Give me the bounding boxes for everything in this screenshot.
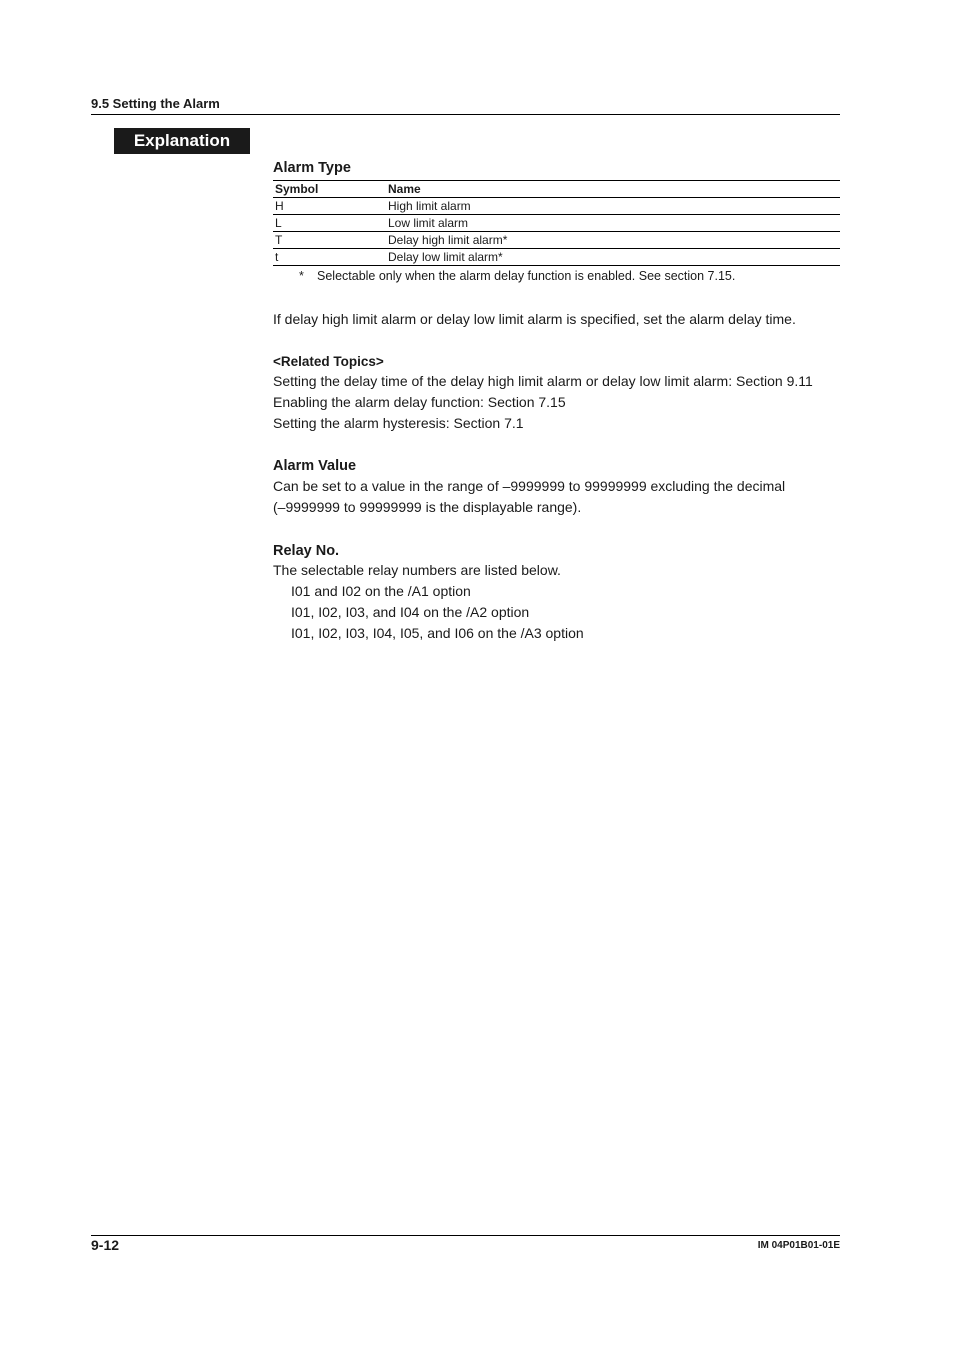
list-item: I01, I02, I03, I04, I05, and I06 on the /A3 option <box>291 625 584 641</box>
relay-no-intro: The selectable relay numbers are listed below. <box>273 562 561 578</box>
list-item: I01, I02, I03, and I04 on the /A2 option <box>291 604 530 620</box>
section-header: 9.5 Setting the Alarm <box>91 96 220 111</box>
document-id: IM 04P01B01-01E <box>757 1240 840 1251</box>
text-line: (–9999999 to 99999999 is the displayable range). <box>273 499 582 515</box>
footer-rule <box>91 1235 840 1236</box>
list-item: Setting the delay time of the delay high limit alarm or delay low limit alarm: Section 9.11 <box>273 373 813 389</box>
table-footnote <box>299 269 735 283</box>
table-row <box>273 198 840 215</box>
table-header-row <box>273 181 840 198</box>
alarm-delay-paragraph: If delay high limit alarm or delay low limit alarm is specified, set the alarm delay time. <box>273 311 796 327</box>
footnote-mark: * <box>299 269 304 283</box>
page-number: 9-12 <box>91 1237 120 1253</box>
table-cell-symbol: t <box>273 249 386 266</box>
table-cell-name: Delay low limit alarm* <box>386 249 840 266</box>
table-cell-symbol: L <box>273 215 386 232</box>
text-line: Can be set to a value in the range of –9999999 to 99999999 excluding the decimal <box>273 478 786 494</box>
related-topics-heading: <Related Topics> <box>273 354 384 369</box>
related-topics-list <box>273 371 813 434</box>
list-item: Setting the alarm hysteresis: Section 7.1 <box>273 415 524 431</box>
table-cell-name: High limit alarm <box>386 198 840 215</box>
list-item: I01 and I02 on the /A1 option <box>291 583 471 599</box>
table-row <box>273 249 840 266</box>
table-header-name: Name <box>386 181 840 198</box>
list-item: Enabling the alarm delay function: Section 7.15 <box>273 394 566 410</box>
relay-no-list <box>291 581 584 644</box>
alarm-value-heading: Alarm Value <box>273 458 357 474</box>
table-row <box>273 215 840 232</box>
relay-no-heading: Relay No. <box>273 543 340 559</box>
header-rule <box>91 114 840 115</box>
footnote-text: Selectable only when the alarm delay function is enabled. See section 7.15. <box>317 269 736 283</box>
table-cell-symbol: T <box>273 232 386 249</box>
table-header-symbol: Symbol <box>273 181 386 198</box>
alarm-type-heading: Alarm Type <box>273 160 351 176</box>
alarm-type-table <box>273 180 840 266</box>
explanation-label: Explanation <box>114 128 250 154</box>
table-cell-symbol: H <box>273 198 386 215</box>
alarm-value-text <box>273 476 785 518</box>
table-row <box>273 232 840 249</box>
table-cell-name: Low limit alarm <box>386 215 840 232</box>
table-cell-name: Delay high limit alarm* <box>386 232 840 249</box>
